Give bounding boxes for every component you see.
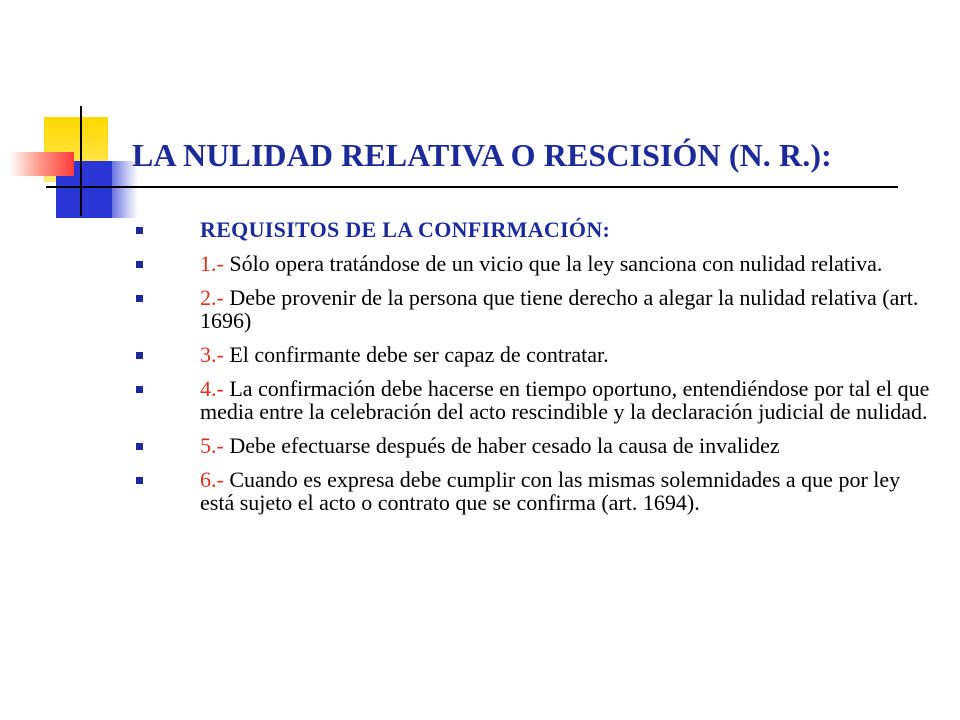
item-number: 6.- [200, 467, 224, 492]
item-number: 2.- [200, 285, 224, 310]
title-underline [46, 186, 898, 188]
list-item [136, 252, 936, 275]
item-number: 5.- [200, 433, 224, 458]
square-bullet-icon [136, 443, 143, 450]
list-item [136, 377, 936, 423]
item-text: Debe provenir de la persona que tiene derecho a alegar la nulidad relativa (art. 1696) [200, 285, 919, 333]
slide-title: LA NULIDAD RELATIVA O RESCISIÓN (N. R.): [132, 137, 832, 173]
decor-vertical-line [80, 106, 82, 216]
square-bullet-icon [136, 352, 143, 359]
list-item [136, 434, 936, 457]
square-bullet-icon [136, 386, 143, 393]
list-heading: REQUISITOS DE LA CONFIRMACIÓN: [200, 217, 611, 242]
item-text: Sólo opera tratándose de un vicio que la ley sanciona con nulidad relativa. [223, 251, 883, 276]
square-bullet-icon [136, 261, 143, 268]
square-bullet-icon [136, 295, 143, 302]
item-number: 3.- [200, 342, 224, 367]
list-item [136, 343, 936, 366]
list-item [136, 468, 936, 514]
square-bullet-icon [136, 227, 143, 234]
item-number: 1.- [200, 251, 224, 276]
decor-red-bar [10, 152, 74, 176]
square-bullet-icon [136, 477, 143, 484]
item-text: Debe efectuarse después de haber cesado la causa de invalidez [223, 433, 780, 458]
list-item-heading [136, 218, 936, 241]
item-number: 4.- [200, 376, 224, 401]
list-item [136, 286, 936, 332]
item-text: La confirmación debe hacerse en tiempo oportuno, entendiéndose por tal el que media entre la celebración del acto rescindible y la declaración judicial de nulidad. [200, 376, 930, 424]
requirements-list [136, 218, 936, 525]
item-text: Cuando es expresa debe cumplir con las mismas solemnidades a que por ley está sujeto el acto o contrato que se confirma (art. 1694). [200, 467, 901, 515]
item-text: El confirmante debe ser capaz de contratar. [223, 342, 609, 367]
